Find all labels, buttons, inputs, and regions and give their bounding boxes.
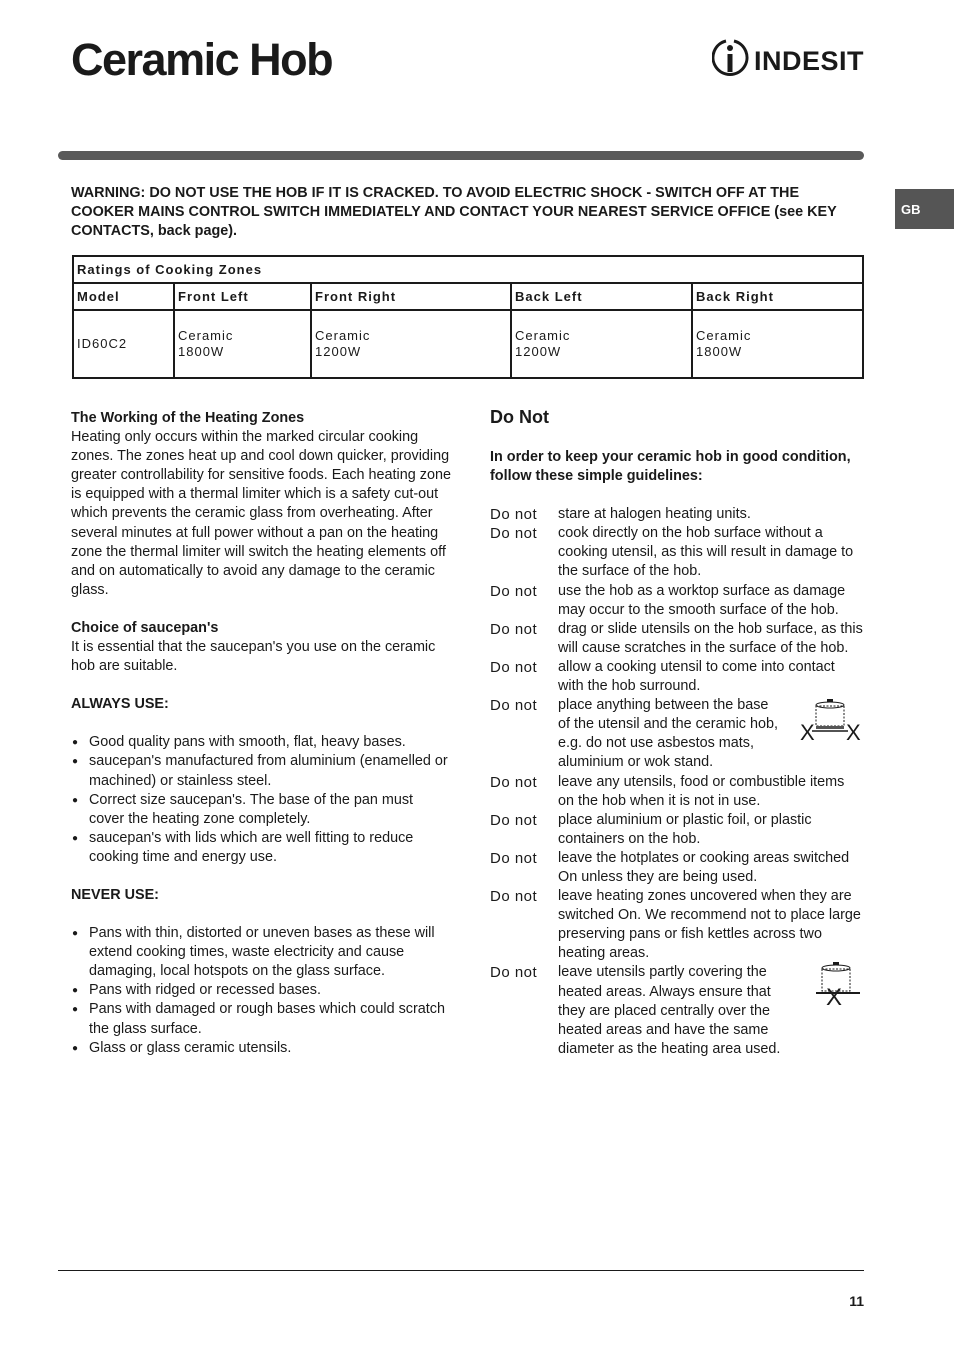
table-header: Model	[73, 283, 174, 310]
do-not-text: allow a cooking utensil to come into contact with the hob surround.	[558, 658, 835, 695]
table-row	[73, 310, 863, 378]
list-item: ● Pans with ridged or recessed bases.	[71, 981, 451, 1000]
table-cell	[692, 310, 863, 378]
table-caption: Ratings of Cooking Zones	[73, 256, 863, 283]
do-not-text: leave heating zones uncovered when they are switched On. We recommend not to place large preserving pans or fish kettles across two heating areas.	[558, 888, 861, 962]
list-item: ● saucepan's with lids which are well fitting to reduce cooking time and energy use.	[71, 829, 451, 867]
model-cell: ID60C2	[73, 310, 174, 378]
do-not-intro: In order to keep your ceramic hob in good condition, follow these simple guidelines:	[490, 449, 851, 485]
list-item	[490, 773, 864, 811]
do-not-heading: Do Not	[490, 407, 549, 427]
table-header: Front Right	[311, 283, 511, 310]
list-item	[490, 505, 864, 524]
list-item: ● Pans with damaged or rough bases which could scratch the glass surface.	[71, 1000, 451, 1038]
list-item	[490, 887, 864, 963]
svg-text:INDESIT: INDESIT	[754, 46, 864, 76]
do-not-text: cook directly on the hob surface without a cooking utensil, as this will result in damage to the surface of the hob.	[558, 525, 854, 580]
do-not-label: Do not	[490, 506, 538, 524]
left-column	[71, 409, 451, 1058]
list-item	[490, 811, 864, 849]
list-item: ● Correct size saucepan's. The base of the pan must cover the heating zone completely.	[71, 791, 451, 829]
never-heading: NEVER USE:	[71, 886, 159, 903]
do-not-label: Do not	[490, 582, 538, 600]
list-item	[490, 524, 864, 581]
table-header: Back Left	[511, 283, 692, 310]
zone-type: Ceramic	[515, 328, 571, 343]
header-rule	[58, 151, 864, 160]
zone-power: 1800W	[178, 344, 225, 359]
zone-type: Ceramic	[178, 328, 234, 343]
pan-off-center-crossed-icon	[812, 961, 862, 1011]
never-list	[71, 924, 451, 1058]
page-number: 11	[849, 1293, 864, 1309]
zone-power: 1800W	[696, 344, 743, 359]
svg-text:X: X	[826, 984, 843, 1012]
list-item: ● Good quality pans with smooth, flat, heavy bases.	[71, 733, 451, 752]
list-item	[490, 620, 864, 658]
do-not-label: Do not	[490, 888, 538, 906]
do-not-text: use the hob as a worktop surface as damage may occur to the smooth surface of the hob.	[558, 582, 846, 618]
do-not-label: Do not	[490, 697, 538, 715]
do-not-label: Do not	[490, 773, 538, 791]
pan-on-stand-crossed-icon	[798, 698, 862, 744]
do-not-label: Do not	[490, 811, 538, 829]
zone-type: Ceramic	[315, 328, 371, 343]
do-not-text: place aluminium or plastic foil, or plastic containers on the hob.	[558, 811, 812, 847]
do-not-label: Do not	[490, 525, 538, 543]
page-title: Ceramic Hob	[71, 34, 333, 85]
warning-text: WARNING: DO NOT USE THE HOB IF IT IS CRACKED. TO AVOID ELECTRIC SHOCK - SWITCH OFF AT THE COOKER MAINS CONTROL SWITCH IMMEDIATELY AND CONTACT YOUR NEAREST SERVICE OFFICE (see KEY CONTACTS, back page).	[71, 185, 837, 239]
table-cell	[311, 310, 511, 378]
table-header: Back Right	[692, 283, 863, 310]
do-not-label: Do not	[490, 620, 538, 638]
indesit-logo	[712, 38, 864, 80]
list-item: ● saucepan's manufactured from aluminium (enamelled or machined) or stainless steel.	[71, 752, 451, 790]
table-cell	[511, 310, 692, 378]
always-heading: ALWAYS USE:	[71, 696, 169, 713]
list-item	[490, 658, 864, 696]
do-not-text: leave utensils partly covering the heated areas. Always ensure that they are placed centrally over the heated areas and have the same diameter as the heating area used.	[558, 964, 781, 1057]
svg-text:X: X	[800, 720, 815, 745]
list-item	[490, 963, 864, 1058]
zone-power: 1200W	[515, 344, 562, 359]
zone-power: 1200W	[315, 344, 362, 359]
footer-rule	[58, 1270, 864, 1271]
do-not-label: Do not	[490, 849, 538, 867]
working-text: Heating only occurs within the marked circular cooking zones. The zones heat up and cool down quicker, providing greater controllability for sensitive foods. Each heating zone is equipped with a thermal limiter which is a safety cut-out which prevents the ceramic glass from overheating. After several minutes at full power without a pan on the heating zone the thermal limiter will switch the heating elements off and on automatically to avoid any damage to the ceramic glass.	[71, 429, 451, 598]
do-not-text: place anything between the base of the utensil and the ceramic hob, e.g. do not use asbestos mats, aluminium or wok stand.	[558, 697, 778, 771]
list-item: ● Pans with thin, distorted or uneven bases as these will extend cooking times, waste electricity and cause damaging, local hotspots on the glass surface.	[71, 924, 451, 981]
do-not-label: Do not	[490, 658, 538, 676]
do-not-text: leave the hotplates or cooking areas switched On unless they are being used.	[558, 849, 850, 885]
choice-text: It is essential that the saucepan's you use on the ceramic hob are suitable.	[71, 639, 436, 675]
list-item	[490, 849, 864, 887]
do-not-text: leave any utensils, food or combustible items on the hob when it is not in use.	[558, 773, 845, 809]
always-list	[71, 733, 451, 867]
working-heading: The Working of the Heating Zones	[71, 410, 305, 426]
ratings-table	[72, 255, 864, 379]
do-not-label: Do not	[490, 964, 538, 982]
choice-heading: Choice of saucepan's	[71, 619, 219, 636]
list-item	[490, 582, 864, 620]
list-item	[490, 696, 864, 772]
table-cell	[174, 310, 311, 378]
table-header: Front Left	[174, 283, 311, 310]
language-tab: GB	[895, 189, 954, 229]
do-not-text: stare at halogen heating units.	[558, 506, 751, 523]
list-item: ● Glass or glass ceramic utensils.	[71, 1039, 451, 1058]
zone-type: Ceramic	[696, 328, 752, 343]
do-not-text: drag or slide utensils on the hob surface, as this will cause scratches in the surface of the hob.	[558, 620, 863, 656]
right-column	[490, 405, 864, 1059]
svg-text:X: X	[846, 720, 861, 745]
